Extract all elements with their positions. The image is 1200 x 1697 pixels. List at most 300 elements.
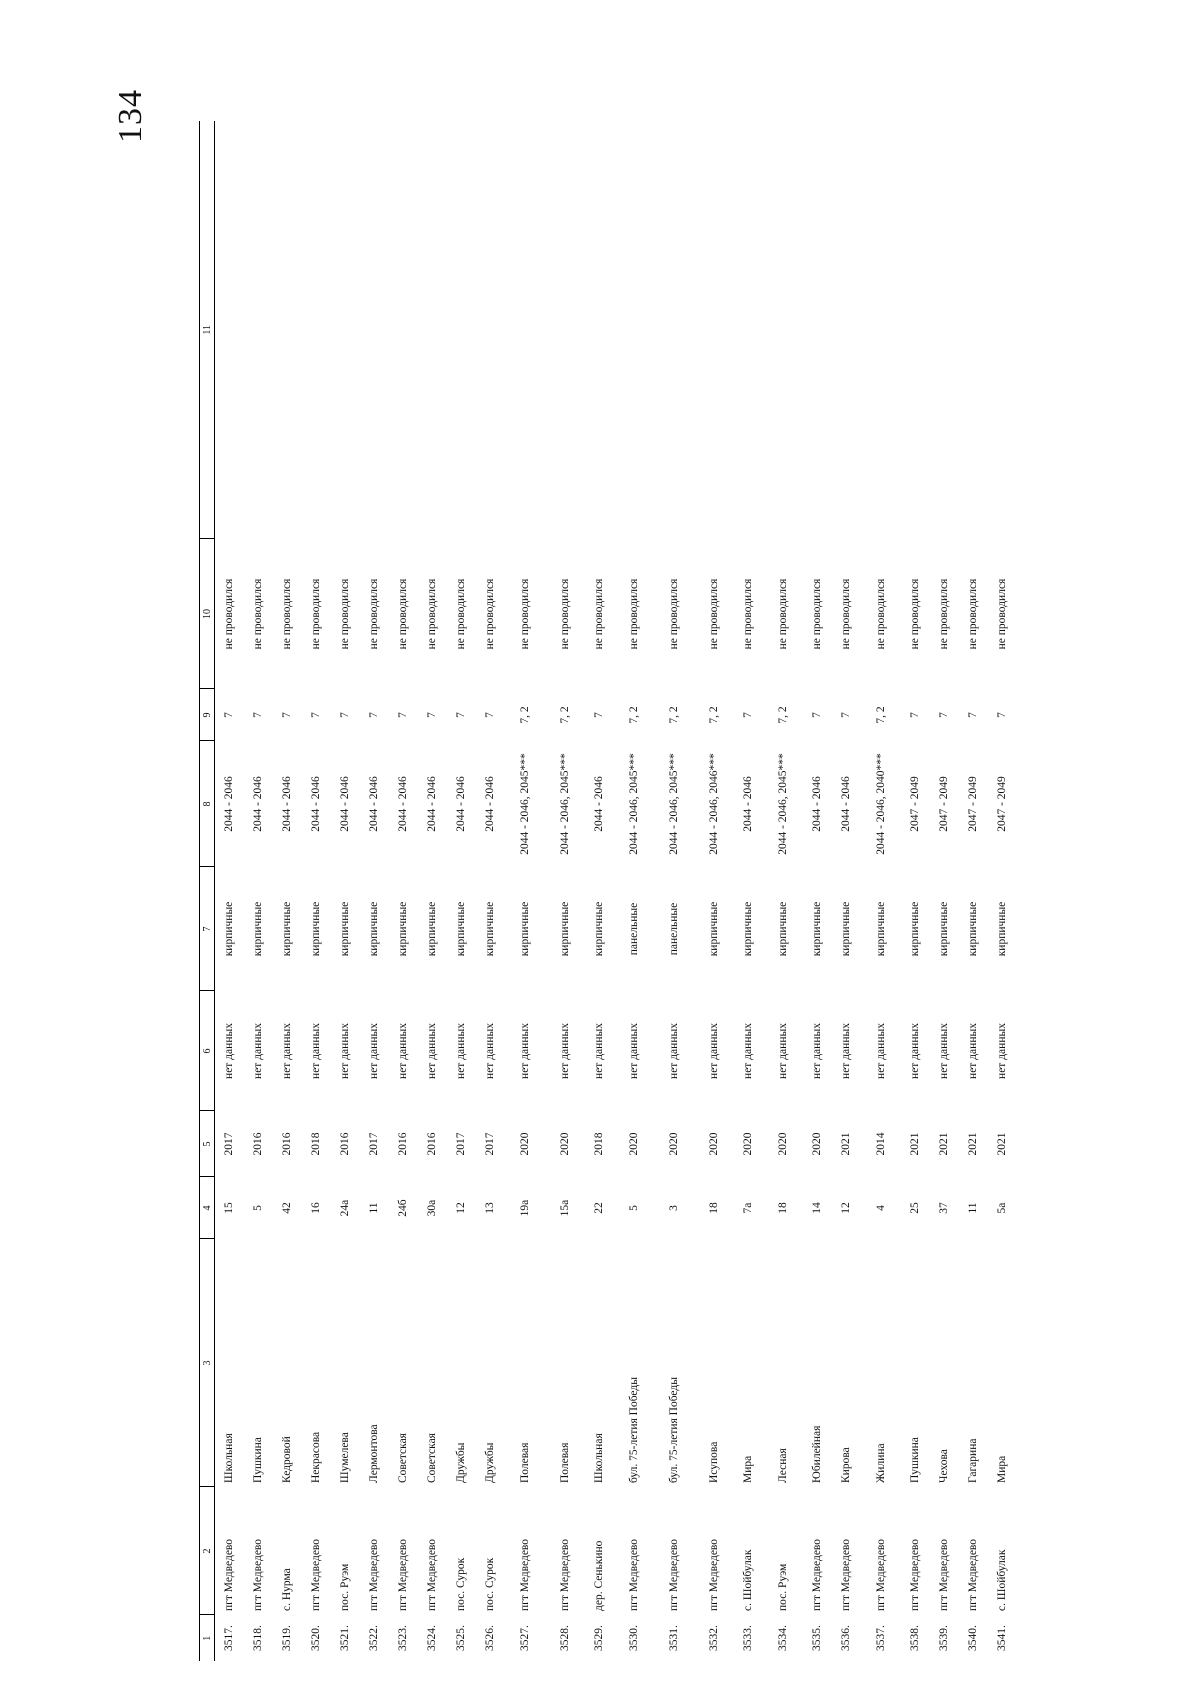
table-row (763, 121, 803, 1661)
cell-survey-status: не проводился (593, 578, 605, 650)
cell-work-type-codes: 7, 2 (874, 706, 887, 724)
cell-year-built: 2021 (909, 1132, 921, 1156)
cell-wall-material-data: нет данных (593, 1023, 605, 1079)
cell-work-type-codes: 7 (426, 712, 438, 718)
cell-note (585, 121, 614, 539)
cell-note (418, 121, 447, 539)
table-row (861, 121, 901, 1661)
cell-overhaul-period: 2044 - 2046 (484, 776, 496, 832)
cell-wall-type: кирпичные (455, 901, 467, 957)
table-row (930, 121, 959, 1661)
cell-house-number: 15а (558, 1199, 571, 1217)
table-row (988, 121, 1017, 1661)
cell-work-type-codes: 7, 2 (776, 706, 789, 724)
cell-year-built: 2016 (339, 1132, 351, 1156)
cell-house-number: 24а (339, 1199, 351, 1217)
cell-street: бул. 75-летия Победы (627, 1377, 640, 1483)
cell-wall-material-data: нет данных (368, 1023, 380, 1079)
cell-wall-type: кирпичные (518, 901, 531, 957)
table-row (803, 121, 832, 1661)
table-row (418, 121, 447, 1661)
cell-wall-type: панельные (667, 902, 680, 956)
cell-survey-status: не проводился (310, 578, 322, 650)
cell-wall-material-data: нет данных (707, 1023, 720, 1079)
cell-survey-status: не проводился (874, 578, 887, 650)
cell-house-number: 18 (707, 1202, 720, 1214)
table-row (545, 121, 585, 1661)
cell-year-built: 2020 (707, 1132, 720, 1156)
cell-street: Мира (742, 1455, 754, 1483)
table-header-row (200, 121, 215, 1661)
page-number: 134 (112, 89, 149, 143)
cell-work-type-codes: 7 (996, 712, 1008, 718)
cell-wall-material-data: нет данных (281, 1023, 293, 1079)
cell-note (930, 121, 959, 539)
cell-year-built: 2021 (996, 1132, 1008, 1156)
cell-row-number: 3525. (455, 1625, 467, 1651)
cell-wall-material-data: нет данных (339, 1023, 351, 1079)
cell-wall-material-data: нет данных (484, 1023, 496, 1079)
cell-wall-type: кирпичные (840, 901, 852, 957)
cell-work-type-codes: 7, 2 (558, 706, 571, 724)
cell-house-number: 12 (840, 1202, 852, 1214)
cell-wall-type: кирпичные (967, 901, 979, 957)
cell-survey-status: не проводился (558, 578, 571, 650)
table-row (476, 121, 505, 1661)
cell-settlement: пгт Медведево (223, 1538, 235, 1611)
cell-overhaul-period: 2044 - 2046 (593, 776, 605, 832)
cell-work-type-codes: 7 (281, 712, 293, 718)
cell-survey-status: не проводился (667, 578, 680, 650)
cell-survey-status: не проводился (840, 578, 852, 650)
table-row (694, 121, 734, 1661)
cell-wall-material-data: нет данных (627, 1023, 640, 1079)
cell-overhaul-period: 2047 - 2049 (996, 776, 1008, 832)
cell-house-number: 12 (455, 1202, 467, 1214)
cell-work-type-codes: 7 (397, 712, 409, 718)
column-header-2: 2 (200, 1487, 215, 1615)
cell-overhaul-period: 2044 - 2046 (742, 776, 754, 832)
cell-year-built: 2020 (627, 1132, 640, 1156)
cell-street: Юбилейная (811, 1425, 823, 1483)
cell-house-number: 25 (909, 1202, 921, 1214)
cell-note (447, 121, 476, 539)
cell-survey-status: не проводился (518, 578, 531, 650)
cell-work-type-codes: 7 (339, 712, 351, 718)
cell-work-type-codes: 7 (252, 712, 264, 718)
table-row (734, 121, 763, 1661)
cell-survey-status: не проводился (776, 578, 789, 650)
cell-street: Дружбы (455, 1442, 467, 1483)
table-row (585, 121, 614, 1661)
column-header-5: 5 (200, 1111, 215, 1177)
cell-house-number: 13 (484, 1202, 496, 1214)
table-row (447, 121, 476, 1661)
cell-settlement: пгт Медведево (811, 1538, 823, 1611)
cell-row-number: 3532. (707, 1625, 720, 1651)
cell-wall-material-data: нет данных (840, 1023, 852, 1079)
cell-street: Дружбы (484, 1442, 496, 1483)
cell-survey-status: не проводился (707, 578, 720, 650)
table-row (505, 121, 545, 1661)
cell-survey-status: не проводился (742, 578, 754, 650)
cell-wall-material-data: нет данных (455, 1023, 467, 1079)
cell-wall-material-data: нет данных (558, 1023, 571, 1079)
cell-settlement: пгт Медведево (368, 1538, 380, 1611)
cell-work-type-codes: 7, 2 (518, 706, 531, 724)
cell-settlement: пгт Медведево (252, 1538, 264, 1611)
cell-street: Лесная (776, 1448, 789, 1483)
cell-note (734, 121, 763, 539)
cell-row-number: 3530. (627, 1625, 640, 1651)
table-row (360, 121, 389, 1661)
cell-note (389, 121, 418, 539)
cell-note (505, 121, 545, 539)
cell-note (215, 121, 245, 539)
cell-note (861, 121, 901, 539)
cell-year-built: 2021 (967, 1132, 979, 1156)
cell-work-type-codes: 7 (909, 712, 921, 718)
column-header-11: 11 (200, 121, 215, 539)
cell-house-number: 30а (426, 1199, 438, 1217)
cell-settlement: пос. Сурок (455, 1557, 467, 1611)
cell-work-type-codes: 7 (368, 712, 380, 718)
cell-row-number: 3523. (397, 1625, 409, 1651)
cell-work-type-codes: 7, 2 (627, 706, 640, 724)
cell-survey-status: не проводился (252, 578, 264, 650)
cell-row-number: 3541. (996, 1625, 1008, 1651)
table-row (654, 121, 694, 1661)
cell-settlement: пос. Руэм (339, 1563, 351, 1611)
cell-note (763, 121, 803, 539)
cell-street: Гагарина (967, 1438, 979, 1483)
cell-work-type-codes: 7 (310, 712, 322, 718)
cell-house-number: 4 (874, 1205, 887, 1211)
cell-row-number: 3528. (558, 1625, 571, 1651)
cell-house-number: 18 (776, 1202, 789, 1214)
cell-wall-material-data: нет данных (811, 1023, 823, 1079)
cell-street: Мира (996, 1455, 1008, 1483)
cell-wall-type: кирпичные (558, 901, 571, 957)
cell-house-number: 16 (310, 1202, 322, 1214)
cell-row-number: 3524. (426, 1625, 438, 1651)
cell-wall-material-data: нет данных (426, 1023, 438, 1079)
cell-settlement: пгт Медведево (840, 1538, 852, 1611)
cell-house-number: 15 (223, 1202, 235, 1214)
cell-row-number: 3526. (484, 1625, 496, 1651)
cell-street: Кирова (840, 1447, 852, 1483)
cell-row-number: 3534. (776, 1625, 789, 1651)
cell-wall-type: кирпичные (909, 901, 921, 957)
cell-wall-type: кирпичные (252, 901, 264, 957)
column-header-3: 3 (200, 1239, 215, 1487)
column-header-10: 10 (200, 539, 215, 689)
cell-street: Советская (397, 1433, 409, 1483)
cell-year-built: 2017 (455, 1132, 467, 1156)
cell-survey-status: не проводился (811, 578, 823, 650)
cell-note (545, 121, 585, 539)
cell-settlement: дер. Сенькино (593, 1540, 605, 1611)
cell-note (959, 121, 988, 539)
cell-house-number: 11 (967, 1202, 979, 1214)
cell-work-type-codes: 7 (811, 712, 823, 718)
table-row (959, 121, 988, 1661)
cell-row-number: 3539. (938, 1625, 950, 1651)
cell-street: Некрасова (310, 1431, 322, 1483)
cell-street: Кедровой (281, 1436, 293, 1483)
cell-settlement: пгт Медведево (426, 1538, 438, 1611)
cell-year-built: 2018 (593, 1132, 605, 1156)
cell-survey-status: не проводился (967, 578, 979, 650)
cell-wall-material-data: нет данных (996, 1023, 1008, 1079)
cell-wall-type: кирпичные (426, 901, 438, 957)
cell-wall-type: кирпичные (996, 901, 1008, 957)
cell-year-built: 2020 (811, 1132, 823, 1156)
cell-year-built: 2017 (223, 1132, 235, 1156)
cell-settlement: пгт Медведево (627, 1538, 640, 1611)
cell-street: Жилина (874, 1443, 887, 1483)
cell-year-built: 2016 (397, 1132, 409, 1156)
column-header-6: 6 (200, 991, 215, 1111)
cell-note (832, 121, 861, 539)
cell-row-number: 3522. (368, 1625, 380, 1651)
cell-survey-status: не проводился (426, 578, 438, 650)
cell-settlement: пгт Медведево (667, 1538, 680, 1611)
cell-wall-material-data: нет данных (909, 1023, 921, 1079)
cell-settlement: пгт Медведево (397, 1538, 409, 1611)
cell-overhaul-period: 2044 - 2046 (252, 776, 264, 832)
cell-year-built: 2016 (281, 1132, 293, 1156)
cell-row-number: 3536. (840, 1625, 852, 1651)
cell-wall-type: панельные (627, 902, 640, 956)
cell-overhaul-period: 2044 - 2046, 2045*** (627, 753, 640, 855)
cell-street: Шумелева (339, 1432, 351, 1483)
cell-work-type-codes: 7 (223, 712, 235, 718)
cell-settlement: с. Шойбулак (742, 1549, 754, 1611)
cell-overhaul-period: 2047 - 2049 (938, 776, 950, 832)
table-row (273, 121, 302, 1661)
cell-survey-status: не проводился (484, 578, 496, 650)
table-row (331, 121, 360, 1661)
cell-work-type-codes: 7, 2 (667, 706, 680, 724)
cell-wall-material-data: нет данных (874, 1023, 887, 1079)
column-header-1: 1 (200, 1615, 215, 1661)
cell-wall-type: кирпичные (742, 901, 754, 957)
cell-year-built: 2021 (938, 1132, 950, 1156)
cell-row-number: 3527. (518, 1625, 531, 1651)
cell-overhaul-period: 2044 - 2046, 2046*** (707, 753, 720, 855)
cell-work-type-codes: 7, 2 (707, 706, 720, 724)
cell-year-built: 2020 (742, 1132, 754, 1156)
table-row (614, 121, 654, 1661)
cell-row-number: 3520. (310, 1625, 322, 1651)
column-header-9: 9 (200, 689, 215, 741)
cell-row-number: 3519. (281, 1625, 293, 1651)
cell-overhaul-period: 2044 - 2046, 2045*** (518, 753, 531, 855)
cell-house-number: 5а (996, 1202, 1008, 1214)
cell-note (694, 121, 734, 539)
cell-overhaul-period: 2044 - 2046 (840, 776, 852, 832)
cell-street: Пушкина (252, 1437, 264, 1483)
cell-overhaul-period: 2044 - 2046 (223, 776, 235, 832)
cell-survey-status: не проводился (368, 578, 380, 650)
cell-work-type-codes: 7 (593, 712, 605, 718)
cell-street: Чехова (938, 1449, 950, 1483)
cell-settlement: пос. Руэм (776, 1563, 789, 1611)
column-header-8: 8 (200, 741, 215, 867)
cell-survey-status: не проводился (909, 578, 921, 650)
cell-wall-type: кирпичные (339, 901, 351, 957)
cell-year-built: 2017 (484, 1132, 496, 1156)
cell-row-number: 3521. (339, 1625, 351, 1651)
cell-house-number: 3 (667, 1205, 680, 1211)
table-row (832, 121, 861, 1661)
cell-street: Школьная (593, 1433, 605, 1483)
cell-year-built: 2017 (368, 1132, 380, 1156)
cell-row-number: 3533. (742, 1625, 754, 1651)
cell-house-number: 5 (627, 1205, 640, 1211)
cell-house-number: 7а (742, 1202, 754, 1214)
cell-house-number: 14 (811, 1202, 823, 1214)
cell-note (803, 121, 832, 539)
cell-wall-material-data: нет данных (742, 1023, 754, 1079)
table-row (244, 121, 273, 1661)
cell-settlement: пгт Медведево (938, 1538, 950, 1611)
cell-wall-type: кирпичные (938, 901, 950, 957)
cell-wall-type: кирпичные (310, 901, 322, 957)
cell-wall-material-data: нет данных (252, 1023, 264, 1079)
cell-street: бул. 75-летия Победы (667, 1377, 680, 1483)
cell-wall-type: кирпичные (776, 901, 789, 957)
cell-settlement: пгт Медведево (558, 1538, 571, 1611)
cell-note (901, 121, 930, 539)
cell-house-number: 37 (938, 1202, 950, 1214)
cell-wall-material-data: нет данных (967, 1023, 979, 1079)
cell-settlement: с. Нурма (281, 1568, 293, 1611)
cell-overhaul-period: 2044 - 2046, 2045*** (776, 753, 789, 855)
cell-note (654, 121, 694, 539)
cell-settlement: пос. Сурок (484, 1557, 496, 1611)
cell-note (614, 121, 654, 539)
rotated-table-container (199, 121, 1059, 1661)
cell-year-built: 2014 (874, 1132, 887, 1156)
cell-overhaul-period: 2044 - 2046 (455, 776, 467, 832)
cell-house-number: 19а (518, 1199, 531, 1217)
cell-note (273, 121, 302, 539)
column-header-4: 4 (200, 1177, 215, 1239)
cell-survey-status: не проводился (223, 578, 235, 650)
cell-wall-material-data: нет данных (938, 1023, 950, 1079)
cell-overhaul-period: 2044 - 2046, 2040*** (874, 753, 887, 855)
cell-wall-type: кирпичные (811, 901, 823, 957)
cell-overhaul-period: 2044 - 2046 (811, 776, 823, 832)
cell-row-number: 3535. (811, 1625, 823, 1651)
cell-work-type-codes: 7 (840, 712, 852, 718)
cell-overhaul-period: 2044 - 2046 (397, 776, 409, 832)
cell-settlement: пгт Медведево (874, 1538, 887, 1611)
cell-work-type-codes: 7 (967, 712, 979, 718)
cell-work-type-codes: 7 (938, 712, 950, 718)
cell-street: Полевая (558, 1442, 571, 1483)
cell-year-built: 2016 (252, 1132, 264, 1156)
cell-wall-material-data: нет данных (223, 1023, 235, 1079)
cell-note (244, 121, 273, 539)
cell-house-number: 24б (397, 1199, 409, 1217)
cell-row-number: 3537. (874, 1625, 887, 1651)
cell-row-number: 3531. (667, 1625, 680, 1651)
table-body (215, 121, 1018, 1661)
register-table (199, 121, 1017, 1661)
cell-street: Пушкина (909, 1437, 921, 1483)
cell-settlement: с. Шойбулак (996, 1549, 1008, 1611)
cell-row-number: 3529. (593, 1625, 605, 1651)
cell-wall-material-data: нет данных (776, 1023, 789, 1079)
cell-note (360, 121, 389, 539)
cell-house-number: 22 (593, 1202, 605, 1214)
table-row (389, 121, 418, 1661)
cell-survey-status: не проводился (627, 578, 640, 650)
cell-survey-status: не проводился (397, 578, 409, 650)
cell-wall-material-data: нет данных (397, 1023, 409, 1079)
cell-settlement: пгт Медведево (707, 1538, 720, 1611)
cell-wall-material-data: нет данных (667, 1023, 680, 1079)
cell-wall-type: кирпичные (593, 901, 605, 957)
cell-survey-status: не проводился (339, 578, 351, 650)
cell-wall-type: кирпичные (707, 901, 720, 957)
cell-settlement: пгт Медведево (310, 1538, 322, 1611)
cell-note (988, 121, 1017, 539)
cell-note (302, 121, 331, 539)
cell-year-built: 2016 (426, 1132, 438, 1156)
cell-overhaul-period: 2044 - 2046, 2045*** (558, 753, 571, 855)
cell-street: Школьная (223, 1433, 235, 1483)
table-row (302, 121, 331, 1661)
cell-wall-type: кирпичные (223, 901, 235, 957)
cell-overhaul-period: 2044 - 2046 (310, 776, 322, 832)
cell-settlement: пгт Медведево (909, 1538, 921, 1611)
cell-note (476, 121, 505, 539)
cell-house-number: 42 (281, 1202, 293, 1214)
cell-work-type-codes: 7 (742, 712, 754, 718)
cell-year-built: 2020 (558, 1132, 571, 1156)
table-row (901, 121, 930, 1661)
cell-work-type-codes: 7 (484, 712, 496, 718)
cell-year-built: 2020 (776, 1132, 789, 1156)
cell-street: Исупова (707, 1441, 720, 1483)
cell-row-number: 3518. (252, 1625, 264, 1651)
cell-wall-type: кирпичные (874, 901, 887, 957)
cell-survey-status: не проводился (996, 578, 1008, 650)
cell-overhaul-period: 2044 - 2046 (339, 776, 351, 832)
cell-overhaul-period: 2047 - 2049 (909, 776, 921, 832)
cell-overhaul-period: 2047 - 2049 (967, 776, 979, 832)
cell-overhaul-period: 2044 - 2046 (368, 776, 380, 832)
cell-row-number: 3517. (223, 1625, 235, 1651)
cell-settlement: пгт Медведево (518, 1538, 531, 1611)
cell-survey-status: не проводился (281, 578, 293, 650)
cell-wall-material-data: нет данных (310, 1023, 322, 1079)
cell-house-number: 11 (368, 1202, 380, 1214)
cell-note (331, 121, 360, 539)
column-header-7: 7 (200, 867, 215, 991)
cell-overhaul-period: 2044 - 2046, 2045*** (667, 753, 680, 855)
cell-row-number: 3540. (967, 1625, 979, 1651)
cell-year-built: 2021 (840, 1132, 852, 1156)
table-row (215, 121, 245, 1661)
cell-survey-status: не проводился (455, 578, 467, 650)
cell-row-number: 3538. (909, 1625, 921, 1651)
cell-overhaul-period: 2044 - 2046 (426, 776, 438, 832)
